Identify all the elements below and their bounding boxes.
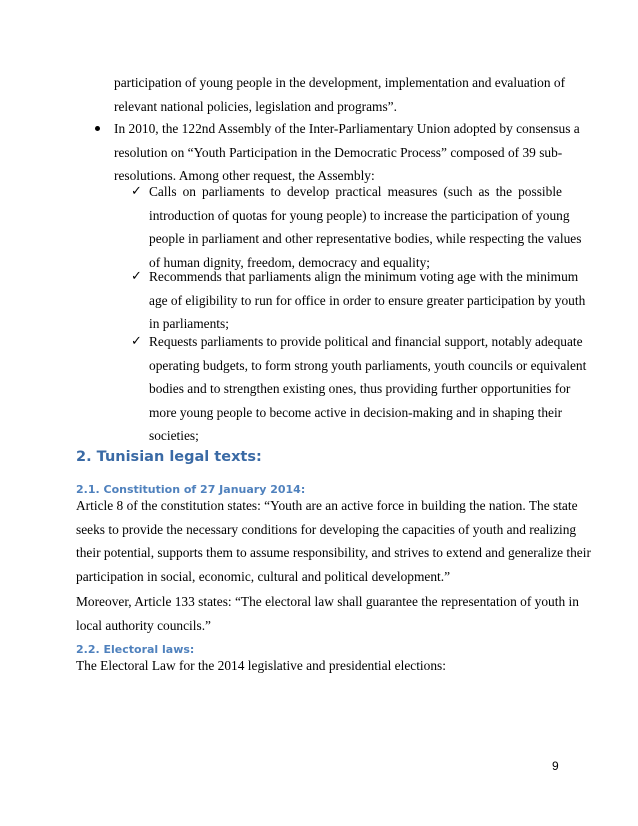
text-line: people in parliament and other representative bodies, while respecting the values xyxy=(149,231,582,247)
text-line: Calls on parliaments to develop practical measures (such as the possible xyxy=(149,184,562,199)
text-line: seeks to provide the necessary conditions for developing the capacities of youth and realizing xyxy=(76,521,577,537)
text-line: relevant national policies, legislation and programs”. xyxy=(114,98,397,114)
text-line: In 2010, the 122nd Assembly of the Inter-Parliamentary Union adopted by consensus a xyxy=(114,121,580,136)
text-line: of human dignity, freedom, democracy and equality; xyxy=(149,254,430,270)
bullet-item-2010 xyxy=(114,117,580,188)
constitution-article-133-paragraph xyxy=(76,590,579,637)
check-mark-icon: ✓ xyxy=(131,269,142,284)
text-line: age of eligibility to run for office in order to ensure greater participation by youth xyxy=(149,292,586,308)
text-line: in parliaments; xyxy=(149,316,229,332)
check-mark-icon: ✓ xyxy=(131,334,142,349)
text-line: participation of young people in the development, implementation and evaluation of xyxy=(114,75,566,90)
text-line: The Electoral Law for the 2014 legislative and presidential elections: xyxy=(76,658,446,673)
text-line: Requests parliaments to provide political and financial support, notably adequate xyxy=(149,334,583,349)
subsection-heading-constitution: 2.1. Constitution of 27 January 2014: xyxy=(76,483,306,496)
constitution-article-8-paragraph xyxy=(76,494,591,588)
text-line: resolutions. Among other request, the Assembly: xyxy=(114,168,375,184)
text-line: operating budgets, to form strong youth parliaments, youth councils or equivalent xyxy=(149,357,587,373)
check-item-calls xyxy=(149,180,582,274)
text-line: introduction of quotas for young people) to increase the participation of young xyxy=(149,207,570,223)
text-line: societies; xyxy=(149,428,199,444)
page-number: 9 xyxy=(552,759,559,773)
check-item-requests xyxy=(149,330,587,448)
text-line: Article 8 of the constitution states: “Youth are an active force in building the nation. The state xyxy=(76,498,578,513)
subsection-heading-electoral-laws: 2.2. Electoral laws: xyxy=(76,643,195,656)
intro-paragraph xyxy=(114,71,566,118)
text-line: participation in social, economic, cultural and political development.” xyxy=(76,568,451,584)
text-line: their potential, supports them to assume responsibility, and strives to extend and generalize their xyxy=(76,545,591,561)
text-line: resolution on “Youth Participation in the Democratic Process” composed of 39 sub- xyxy=(114,144,563,160)
text-line: bodies and to strengthen existing ones, thus providing further opportunities for xyxy=(149,381,571,397)
check-mark-icon: ✓ xyxy=(131,184,142,199)
check-item-recommends xyxy=(149,265,586,336)
bullet-dot-icon xyxy=(95,126,100,131)
section-heading: 2. Tunisian legal texts: xyxy=(76,449,262,465)
text-line: local authority councils.” xyxy=(76,617,211,633)
electoral-law-paragraph xyxy=(76,654,562,678)
text-line: Moreover, Article 133 states: “The electoral law shall guarantee the representation of youth in xyxy=(76,594,579,609)
text-line: Recommends that parliaments align the minimum voting age with the minimum xyxy=(149,269,579,284)
text-line: more young people to become active in decision-making and in shaping their xyxy=(149,404,563,420)
